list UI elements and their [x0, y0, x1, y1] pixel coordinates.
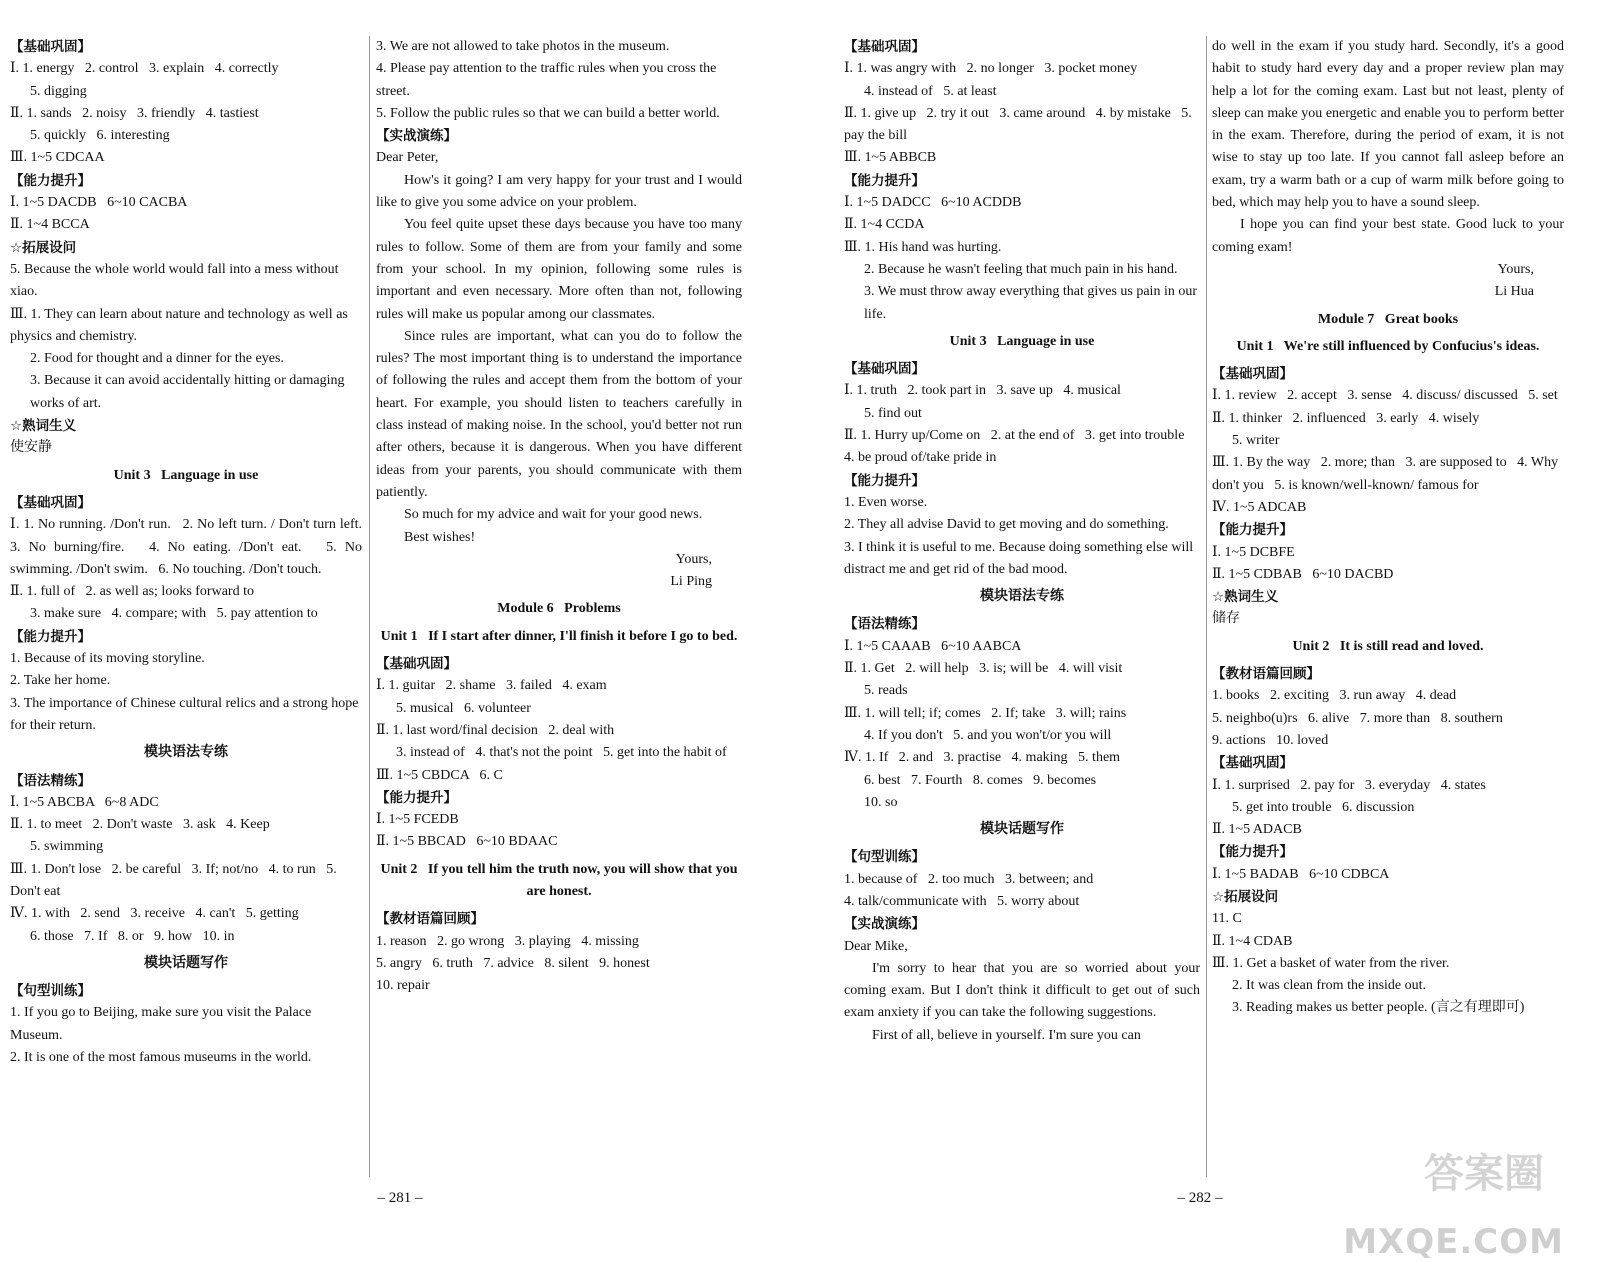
answer-line: Ⅱ. 1~5 ADACB [1212, 822, 1302, 838]
answer-line: 3. instead of 4. that's not the point 5. get into the habit of [396, 745, 727, 761]
answer-line: 6. those 7. If 8. or 9. how 10. in [30, 928, 235, 944]
answer-line: Best wishes! [404, 529, 476, 545]
answer-line: Ⅰ. 1. No running. /Don't run. 2. No left turn. / Don't turn left. 3. No burning/fire. 4. No eating. /Don't eat. 5. No swimming. /Don't swim. 6. No touching. /Don't touch. [10, 517, 373, 577]
answer-line: Ⅱ. 1~4 BCCA [10, 217, 90, 233]
section-heading: 【能力提升】 [376, 789, 457, 806]
answer-line: 使安静 [10, 440, 52, 456]
answer-line: 3. I think it is useful to me. Because doing something else will distract me and get rid of the bad mood. [844, 539, 1197, 577]
answer-line: Ⅱ. 1. last word/final decision 2. deal with [376, 722, 615, 738]
answer-line: Ⅲ. 1. By the way 2. more; than 3. are supposed to 4. Why don't you 5. is known/well-known/ famous for [1212, 455, 1562, 493]
unit-title: Unit 2 If you tell him the truth now, you will show that you are honest. [380, 861, 742, 899]
answer-line: Ⅰ. 1. energy 2. control 3. explain 4. correctly [10, 61, 279, 77]
answer-line: So much for my advice and wait for your good news. [404, 507, 703, 523]
answer-line: Ⅱ. 1~5 BBCAD 6~10 BDAAC [376, 834, 558, 850]
unit-title: 模块语法专练 [144, 745, 228, 761]
answer-line: Ⅱ. 1~4 CDAB [1212, 933, 1293, 949]
answer-line: Ⅰ. 1~5 FCEDB [376, 812, 459, 828]
answer-line: 储存 [1212, 611, 1240, 627]
answer-line: 1. reason 2. go wrong 3. playing 4. missing [376, 933, 639, 949]
unit-title: Module 6 Problems [497, 601, 621, 617]
section-heading: ☆拓展设问 [1212, 888, 1279, 905]
unit-title: Unit 1 If I start after dinner, I'll finish it before I go to bed. [380, 628, 738, 644]
answer-line: 5. writer [1232, 433, 1280, 449]
section-heading: 【教材语篇回顾】 [376, 911, 484, 928]
answer-line: 2. It is one of the most famous museums in the world. [10, 1050, 312, 1066]
page-281 [0, 0, 800, 1257]
answer-line: Ⅰ. 1. truth 2. took part in 3. save up 4. musical [844, 383, 1121, 399]
watermark-site-text: MXQE.COM [1343, 1221, 1564, 1262]
column-divider [1206, 36, 1207, 1177]
answer-line: Ⅱ. 1~5 CDBAB 6~10 DACBD [1212, 566, 1394, 582]
watermark-logo-text: 答案圈 [1424, 1151, 1544, 1197]
unit-title: Unit 2 It is still read and loved. [1292, 638, 1484, 654]
section-heading: 【能力提升】 [1212, 522, 1293, 539]
answer-line: Ⅱ. 1. full of 2. as well as; looks forward to [10, 584, 254, 600]
section-heading: 【基础巩固】 [844, 361, 925, 378]
answer-line: 1. books 2. exciting 3. run away 4. dead [1212, 688, 1457, 704]
section-heading: ☆熟词生义 [1212, 589, 1279, 606]
answer-line: Ⅱ. 1. give up 2. try it out 3. came around 4. by mistake 5. pay the bill [844, 105, 1196, 144]
section-heading: 【基础巩固】 [10, 39, 91, 55]
right-page-column-2 [1212, 36, 1568, 1197]
unit-title: Unit 1 We're still influenced by Confucius's ideas. [1236, 338, 1540, 354]
answer-line: 5. neighbo(u)rs 6. alive 7. more than 8. southern [1212, 710, 1503, 726]
answer-line: Yours, [1497, 261, 1534, 277]
answer-line: 1. because of 2. too much 3. between; and [844, 871, 1094, 887]
answer-line: 9. actions 10. loved [1212, 732, 1329, 748]
unit-title: 模块话题写作 [980, 822, 1064, 838]
answer-line: 5. angry 6. truth 7. advice 8. silent 9. honest [376, 955, 650, 971]
answer-line: Ⅱ. 1~4 CCDA [844, 217, 925, 233]
answer-line: Ⅰ. 1~5 BADAB 6~10 CDBCA [1212, 866, 1390, 882]
answer-line: 2. They all advise David to get moving and do something. [844, 517, 1169, 533]
answer-line: Ⅲ. 1. will tell; if; comes 2. If; take 3. will; rains [844, 705, 1127, 721]
unit-title: Module 7 Great books [1317, 311, 1459, 327]
answer-line: 5. reads [864, 683, 908, 699]
answer-line: 4. If you don't 5. and you won't/or you will [864, 727, 1112, 743]
section-heading: 【句型训练】 [844, 849, 925, 866]
answer-line: 3. We must throw away everything that gives us pain in our life. [864, 284, 1201, 322]
answer-line: 5. digging [30, 83, 87, 99]
answer-line: Dear Peter, [376, 150, 439, 166]
answer-line: I'm sorry to hear that you are so worried about your coming exam. But I don't think it difficult to get out of such exam anxiety if you can take the following suggestions. [844, 960, 1204, 1021]
answer-line: 10. repair [376, 978, 430, 994]
answer-line: 5. musical 6. volunteer [396, 700, 531, 716]
unit-title: 模块话题写作 [144, 955, 228, 971]
answer-line: Ⅲ. 1~5 ABBCB [844, 150, 937, 166]
section-heading: 【语法精练】 [844, 616, 925, 633]
answer-line: do well in the exam if you study hard. Secondly, it's a good habit to study hard every day and a proper review plan may help a lot for the coming exam. Last but not least, plenty of sleep can make you energetic and enable you to perform better in the exam. Therefore, during the period of exam, it is not wise to stay up too late. If you cannot fall asleep before an exam, try a warm bath or a cup of warm milk before going to bed, which may help you to have a sound sleep. [1212, 39, 1568, 211]
unit-title: Unit 3 Language in use [949, 333, 1095, 349]
section-heading: ☆熟词生义 [10, 418, 77, 435]
answer-line: Ⅲ. 1~5 CBDCA 6. C [376, 767, 503, 783]
section-heading: 【教材语篇回顾】 [1212, 666, 1320, 683]
section-heading: 【能力提升】 [844, 472, 925, 489]
answer-line: 3. The importance of Chinese cultural relics and a strong hope for their return. [10, 695, 362, 733]
section-heading: 【实战演练】 [376, 128, 457, 145]
answer-line: 6. best 7. Fourth 8. comes 9. becomes [864, 772, 1097, 788]
section-heading: 【基础巩固】 [1212, 366, 1293, 383]
answer-line: 4. Please pay attention to the traffic rules when you cross the street. [376, 61, 720, 99]
page-number: – 281 – [377, 1189, 423, 1206]
answer-line: 1. Even worse. [844, 494, 928, 510]
answer-line: 3. Reading makes us better people. (言之有理即可) [1232, 1000, 1525, 1016]
answer-line: Ⅰ. 1~5 DACDB 6~10 CACBA [10, 195, 188, 211]
answer-line: Li Hua [1494, 284, 1534, 300]
answer-line: 5. swimming [30, 839, 104, 855]
answer-line: Ⅱ. 1. Hurry up/Come on 2. at the end of 3. get into trouble 4. be proud of/take pride in [844, 428, 1195, 466]
answer-line: 3. Because it can avoid accidentally hitting or damaging works of art. [30, 373, 349, 411]
answer-line: Ⅲ. 1. His hand was hurting. [844, 239, 1002, 255]
answer-line: 10. so [864, 794, 898, 810]
section-heading: 【能力提升】 [10, 628, 91, 645]
answer-line: Ⅰ. 1~5 ABCBA 6~8 ADC [10, 794, 159, 810]
section-heading: 【能力提升】 [1212, 844, 1293, 861]
answer-line: Ⅰ. 1. was angry with 2. no longer 3. pocket money [844, 61, 1138, 77]
answer-line: Ⅰ. 1~5 CAAAB 6~10 AABCA [844, 638, 1022, 654]
answer-line: 2. Food for thought and a dinner for the eyes. [30, 351, 284, 367]
answer-line: 5. find out [864, 405, 922, 421]
answer-line: Ⅰ. 1~5 DCBFE [1212, 544, 1295, 560]
answer-line: Dear Mike, [844, 938, 908, 954]
section-heading: 【基础巩固】 [376, 656, 457, 673]
answer-line: 5. quickly 6. interesting [30, 128, 170, 144]
section-heading: 【实战演练】 [844, 916, 925, 933]
section-heading: 【能力提升】 [844, 172, 925, 189]
answer-line: Ⅲ. 1. Don't lose 2. be careful 3. If; not/no 4. to run 5. Don't eat [10, 861, 341, 899]
section-heading: 【能力提升】 [10, 172, 91, 189]
answer-line: 3. make sure 4. compare; with 5. pay attention to [30, 606, 318, 622]
answer-line: Ⅰ. 1. guitar 2. shame 3. failed 4. exam [376, 678, 607, 694]
answer-line: Ⅳ. 1. If 2. and 3. practise 4. making 5. them [844, 750, 1121, 766]
section-heading: 【基础巩固】 [1212, 755, 1293, 772]
answer-line: 1. Because of its moving storyline. [10, 651, 205, 667]
unit-title: Unit 3 Language in use [113, 467, 259, 483]
left-page-column-1 [10, 36, 373, 1185]
answer-line: Ⅰ. 1. review 2. accept 3. sense 4. discuss/ discussed 5. set [1212, 388, 1558, 404]
answer-line: 2. It was clean from the inside out. [1232, 978, 1427, 994]
answer-line: 5. Because the whole world would fall into a mess without xiao. [10, 261, 343, 300]
answer-line: Ⅲ. 1. Get a basket of water from the river. [1212, 955, 1450, 971]
page-282 [800, 0, 1600, 1262]
section-heading: 【基础巩固】 [10, 494, 91, 511]
answer-line: 2. Take her home. [10, 673, 111, 689]
answer-line: Yours, [675, 551, 712, 567]
answer-line: Ⅱ. 1. to meet 2. Don't waste 3. ask 4. Keep [10, 817, 270, 833]
answer-line: First of all, believe in yourself. I'm sure you can [872, 1027, 1141, 1043]
unit-title: 模块语法专练 [980, 589, 1064, 605]
answer-line: 2. Because he wasn't feeling that much pain in his hand. [864, 261, 1178, 277]
section-heading: 【句型训练】 [10, 983, 91, 1000]
answer-line: You feel quite upset these days because you have too many rules to follow. Some of them are from your family and some from your school. In my opinion, following some rules is important and even necessary. More often than not, following rules will make us popular among our classmates. [376, 217, 746, 322]
answer-line: Ⅱ. 1. Get 2. will help 3. is; will be 4. will visit [844, 661, 1123, 677]
left-page-column-2 [376, 36, 746, 1185]
answer-line: Li Ping [670, 574, 712, 590]
answer-line: 1. If you go to Beijing, make sure you visit the Palace Museum. [10, 1005, 315, 1043]
answer-line: Ⅰ. 1. surprised 2. pay for 3. everyday 4. states [1212, 777, 1486, 793]
column-divider [369, 36, 370, 1177]
answer-line: 4. instead of 5. at least [864, 83, 997, 99]
watermark-logo [1334, 1151, 1564, 1262]
answer-line: 5. Follow the public rules so that we can build a better world. [376, 105, 720, 121]
page-number: – 282 – [1177, 1189, 1223, 1206]
answer-line: Ⅲ. 1. They can learn about nature and technology as well as physics and chemistry. [10, 306, 352, 344]
answer-line: 3. We are not allowed to take photos in the museum. [376, 39, 670, 54]
answer-line: Ⅱ. 1. sands 2. noisy 3. friendly 4. tastiest [10, 105, 259, 121]
right-page-column-1 [844, 36, 1204, 1185]
answer-line: 5. get into trouble 6. discussion [1232, 799, 1415, 815]
answer-line: 4. talk/communicate with 5. worry about [844, 893, 1080, 909]
answer-line: Ⅲ. 1~5 CDCAA [10, 150, 105, 166]
answer-line: Ⅰ. 1~5 DADCC 6~10 ACDDB [844, 195, 1022, 211]
section-heading: 【语法精练】 [10, 772, 91, 789]
answer-line: How's it going? I am very happy for your trust and I would like to give you some advice on your problem. [376, 172, 746, 211]
answer-line: Ⅳ. 1~5 ADCAB [1212, 499, 1307, 515]
section-heading: ☆拓展设问 [10, 239, 77, 256]
answer-line: Ⅱ. 1. thinker 2. influenced 3. early 4. wisely [1212, 410, 1480, 426]
answer-line: I hope you can find your best state. Good luck to your coming exam! [1212, 217, 1568, 255]
answer-line: 11. C [1212, 911, 1242, 927]
answer-line: Since rules are important, what can you do to follow the rules? The most important thing is to understand the importance of following the rules and accept them from the bottom of your heart. For example, you should listen to teachers carefully in class instead of making noise. In the school, you'd better not run after others, because it is dangerous. When you have different ideas from your parents, you should communicate with them patiently. [376, 328, 746, 500]
answer-line: Ⅳ. 1. with 2. send 3. receive 4. can't 5. getting [10, 906, 299, 922]
section-heading: 【基础巩固】 [844, 39, 925, 55]
